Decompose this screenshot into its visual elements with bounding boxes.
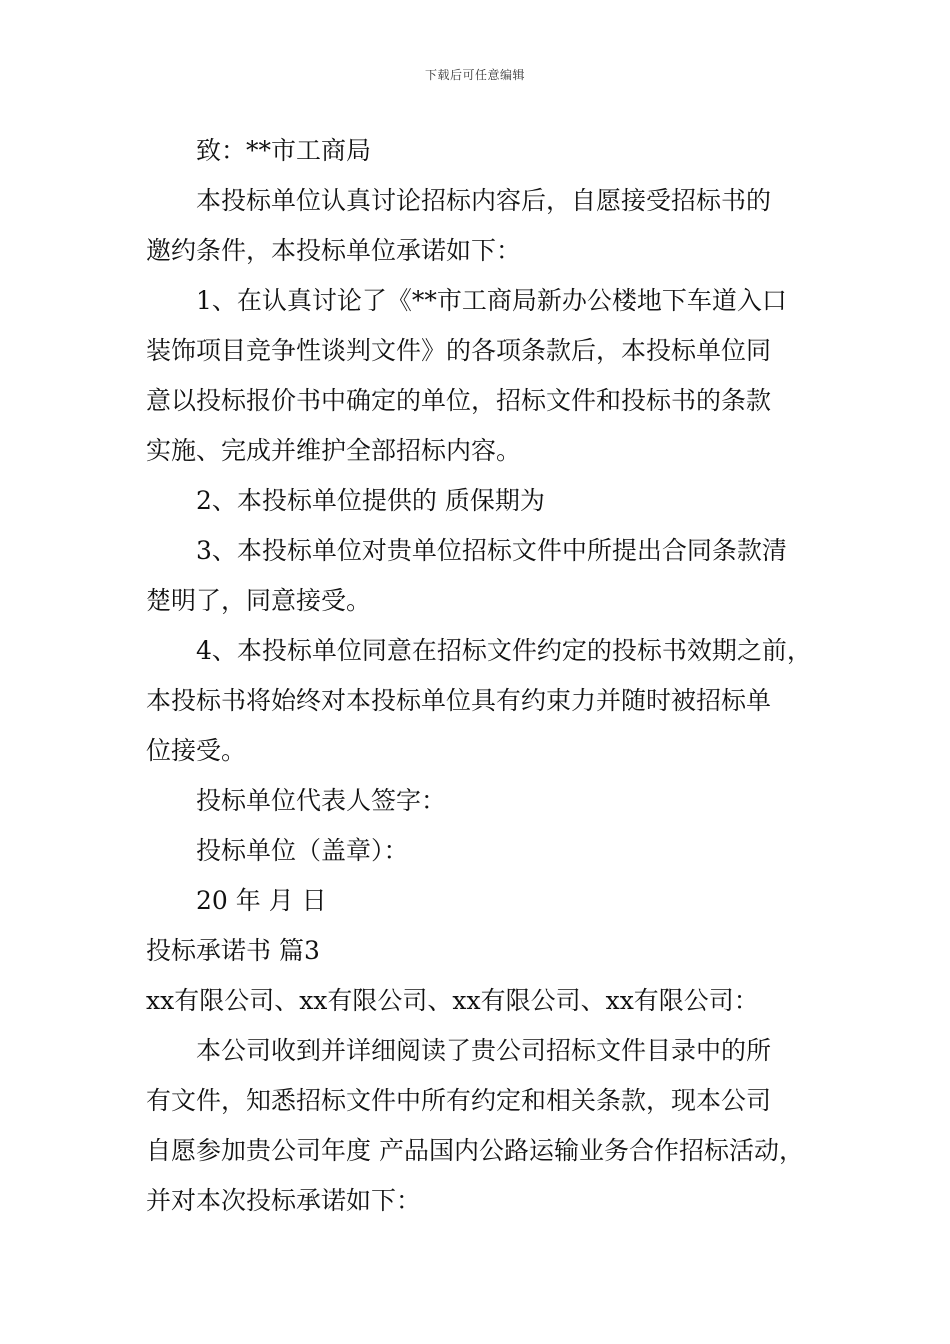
text-line: 本投标书将始终对本投标单位具有约束力并随时被招标单 — [146, 686, 772, 715]
text-line: 有文件，知悉招标文件中所有约定和相关条款，现本公司 — [146, 1086, 772, 1115]
text-line: 20 年 月 日 — [196, 886, 327, 915]
text-line: 致：**市工商局 — [196, 136, 372, 165]
text-line: 实施、完成并维护全部招标内容。 — [146, 436, 522, 465]
text-line: 位接受。 — [146, 736, 247, 765]
text-line: 楚明了，同意接受。 — [146, 586, 372, 615]
text-line: 意以投标报价书中确定的单位，招标文件和投标书的条款 — [146, 386, 772, 415]
text-line: 2、本投标单位提供的 质保期为 — [196, 486, 545, 515]
text-line: 自愿参加贵公司年度 产品国内公路运输业务合作招标活动， — [146, 1136, 804, 1165]
text-line: 3、本投标单位对贵单位招标文件中所提出合同条款清 — [196, 536, 787, 565]
text-line: 并对本次投标承诺如下： — [146, 1186, 422, 1215]
text-line: 投标承诺书 篇3 — [146, 936, 320, 965]
text-line: 投标单位代表人签字： — [196, 786, 447, 815]
text-line: 本公司收到并详细阅读了贵公司招标文件目录中的所 — [196, 1036, 772, 1065]
text-line: 本投标单位认真讨论招标内容后，自愿接受招标书的 — [196, 186, 772, 215]
document-body — [146, 126, 836, 1226]
text-line: 1、在认真讨论了《**市工商局新办公楼地下车道入口 — [196, 286, 787, 315]
text-line: 邀约条件，本投标单位承诺如下： — [146, 236, 522, 265]
text-line: xx有限公司、xx有限公司、xx有限公司、xx有限公司： — [146, 986, 759, 1015]
text-line: 装饰项目竞争性谈判文件》的各项条款后，本投标单位同 — [146, 336, 772, 365]
text-line: 投标单位（盖章）： — [196, 836, 409, 865]
text-line: 4、本投标单位同意在招标文件约定的投标书效期之前， — [196, 636, 812, 665]
header-note: 下载后可任意编辑 — [424, 68, 525, 82]
